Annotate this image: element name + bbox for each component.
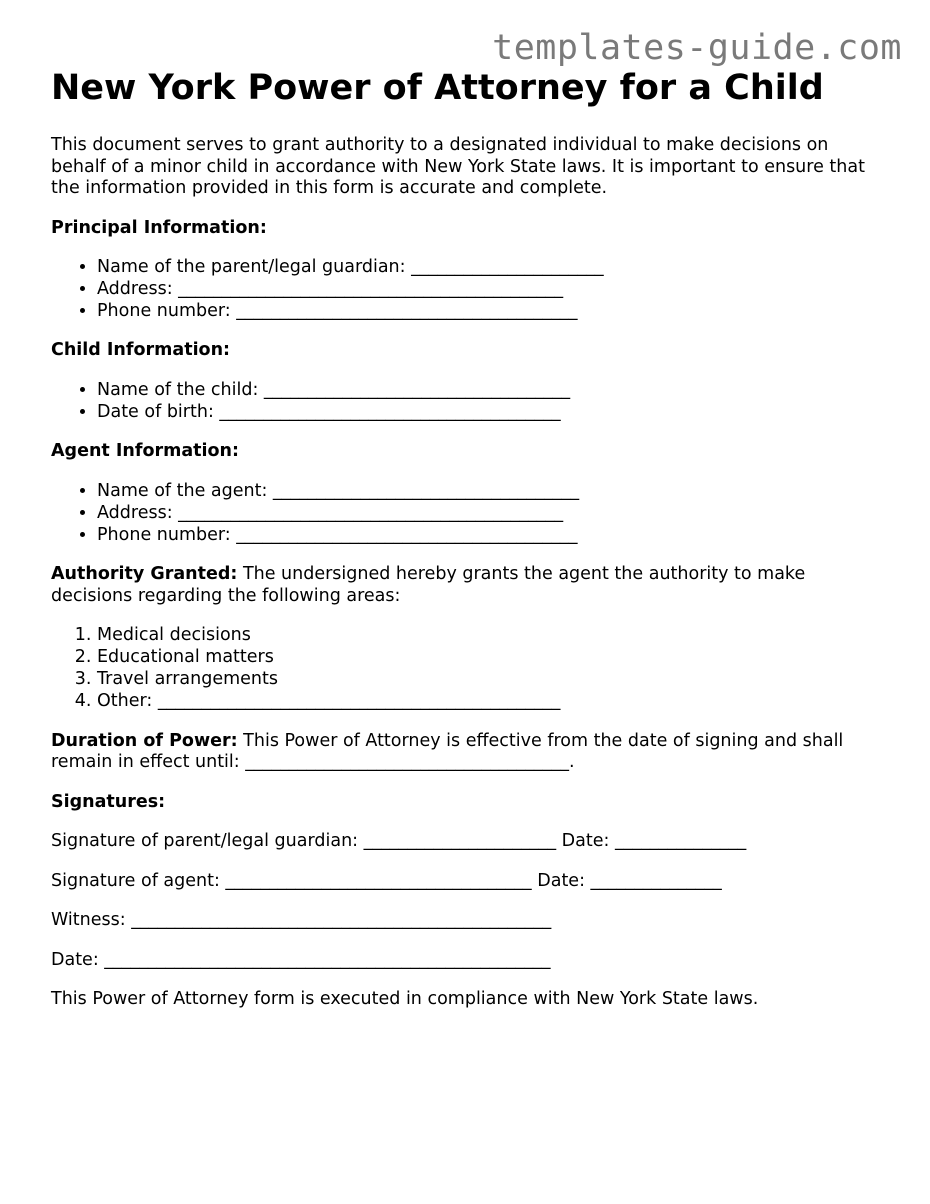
authority-item-medical: 1. Medical decisions [97, 625, 891, 647]
page-title: New York Power of Attorney for a Child [51, 68, 824, 108]
authority-text: The undersigned hereby grants the agent the authority to make decisions regarding the following areas: [51, 564, 806, 606]
duration-text: This Power of Attorney is effective from the date of signing and shall remain in effect until: _____________________________________. [51, 730, 844, 773]
authority-paragraph [51, 564, 851, 607]
authority-item-other-field[interactable]: 4. Other: ______________________________________________ [97, 691, 891, 713]
watermark-logo: templates-guide.com [492, 28, 902, 68]
agent-heading: Agent Information: [51, 441, 239, 462]
duration-paragraph [51, 731, 881, 774]
child-name-field[interactable]: • Name of the child: ___________________________________ [97, 380, 891, 402]
child-dob-field[interactable]: • Date of birth: _______________________________________ [97, 402, 891, 424]
closing-statement: This Power of Attorney form is executed in compliance with New York State laws. [51, 989, 759, 1010]
child-list [51, 380, 891, 424]
signatures-heading: Signatures: [51, 791, 166, 812]
signature-agent-line[interactable]: Signature of agent: ___________________________________ Date: _______________ [51, 870, 722, 891]
witness-line[interactable]: Witness: ________________________________________________ [51, 910, 552, 931]
authority-item-educational: 2. Educational matters [97, 647, 891, 669]
principal-address-field[interactable]: • Address: ____________________________________________ [97, 279, 891, 301]
agent-name-field[interactable]: • Name of the agent: ___________________________________ [97, 481, 891, 503]
principal-heading: Principal Information: [51, 217, 267, 238]
principal-list [51, 257, 891, 322]
agent-address-field[interactable]: • Address: ____________________________________________ [97, 503, 891, 525]
date-line[interactable]: Date: ___________________________________________________ [51, 949, 551, 970]
child-heading: Child Information: [51, 340, 231, 361]
authority-item-travel: 3. Travel arrangements [97, 669, 891, 691]
principal-name-field[interactable]: • Name of the parent/legal guardian: ______________________ [97, 257, 891, 279]
agent-phone-field[interactable]: • Phone number: _______________________________________ [97, 525, 891, 547]
duration-label: Duration of Power: [51, 730, 238, 751]
document-page [51, 66, 891, 1011]
principal-phone-field[interactable]: • Phone number: _______________________________________ [97, 301, 891, 323]
authority-label: Authority Granted: [51, 564, 238, 585]
signature-guardian-line[interactable]: Signature of parent/legal guardian: ______________________ Date: _______________ [51, 831, 747, 852]
agent-list [51, 481, 891, 546]
intro-paragraph: This document serves to grant authority to a designated individual to make decisions on behalf of a minor child in accordance with New York State laws. It is important to ensure that the information provided in this form is accurate and complete. [51, 135, 865, 198]
authority-list [51, 625, 891, 712]
